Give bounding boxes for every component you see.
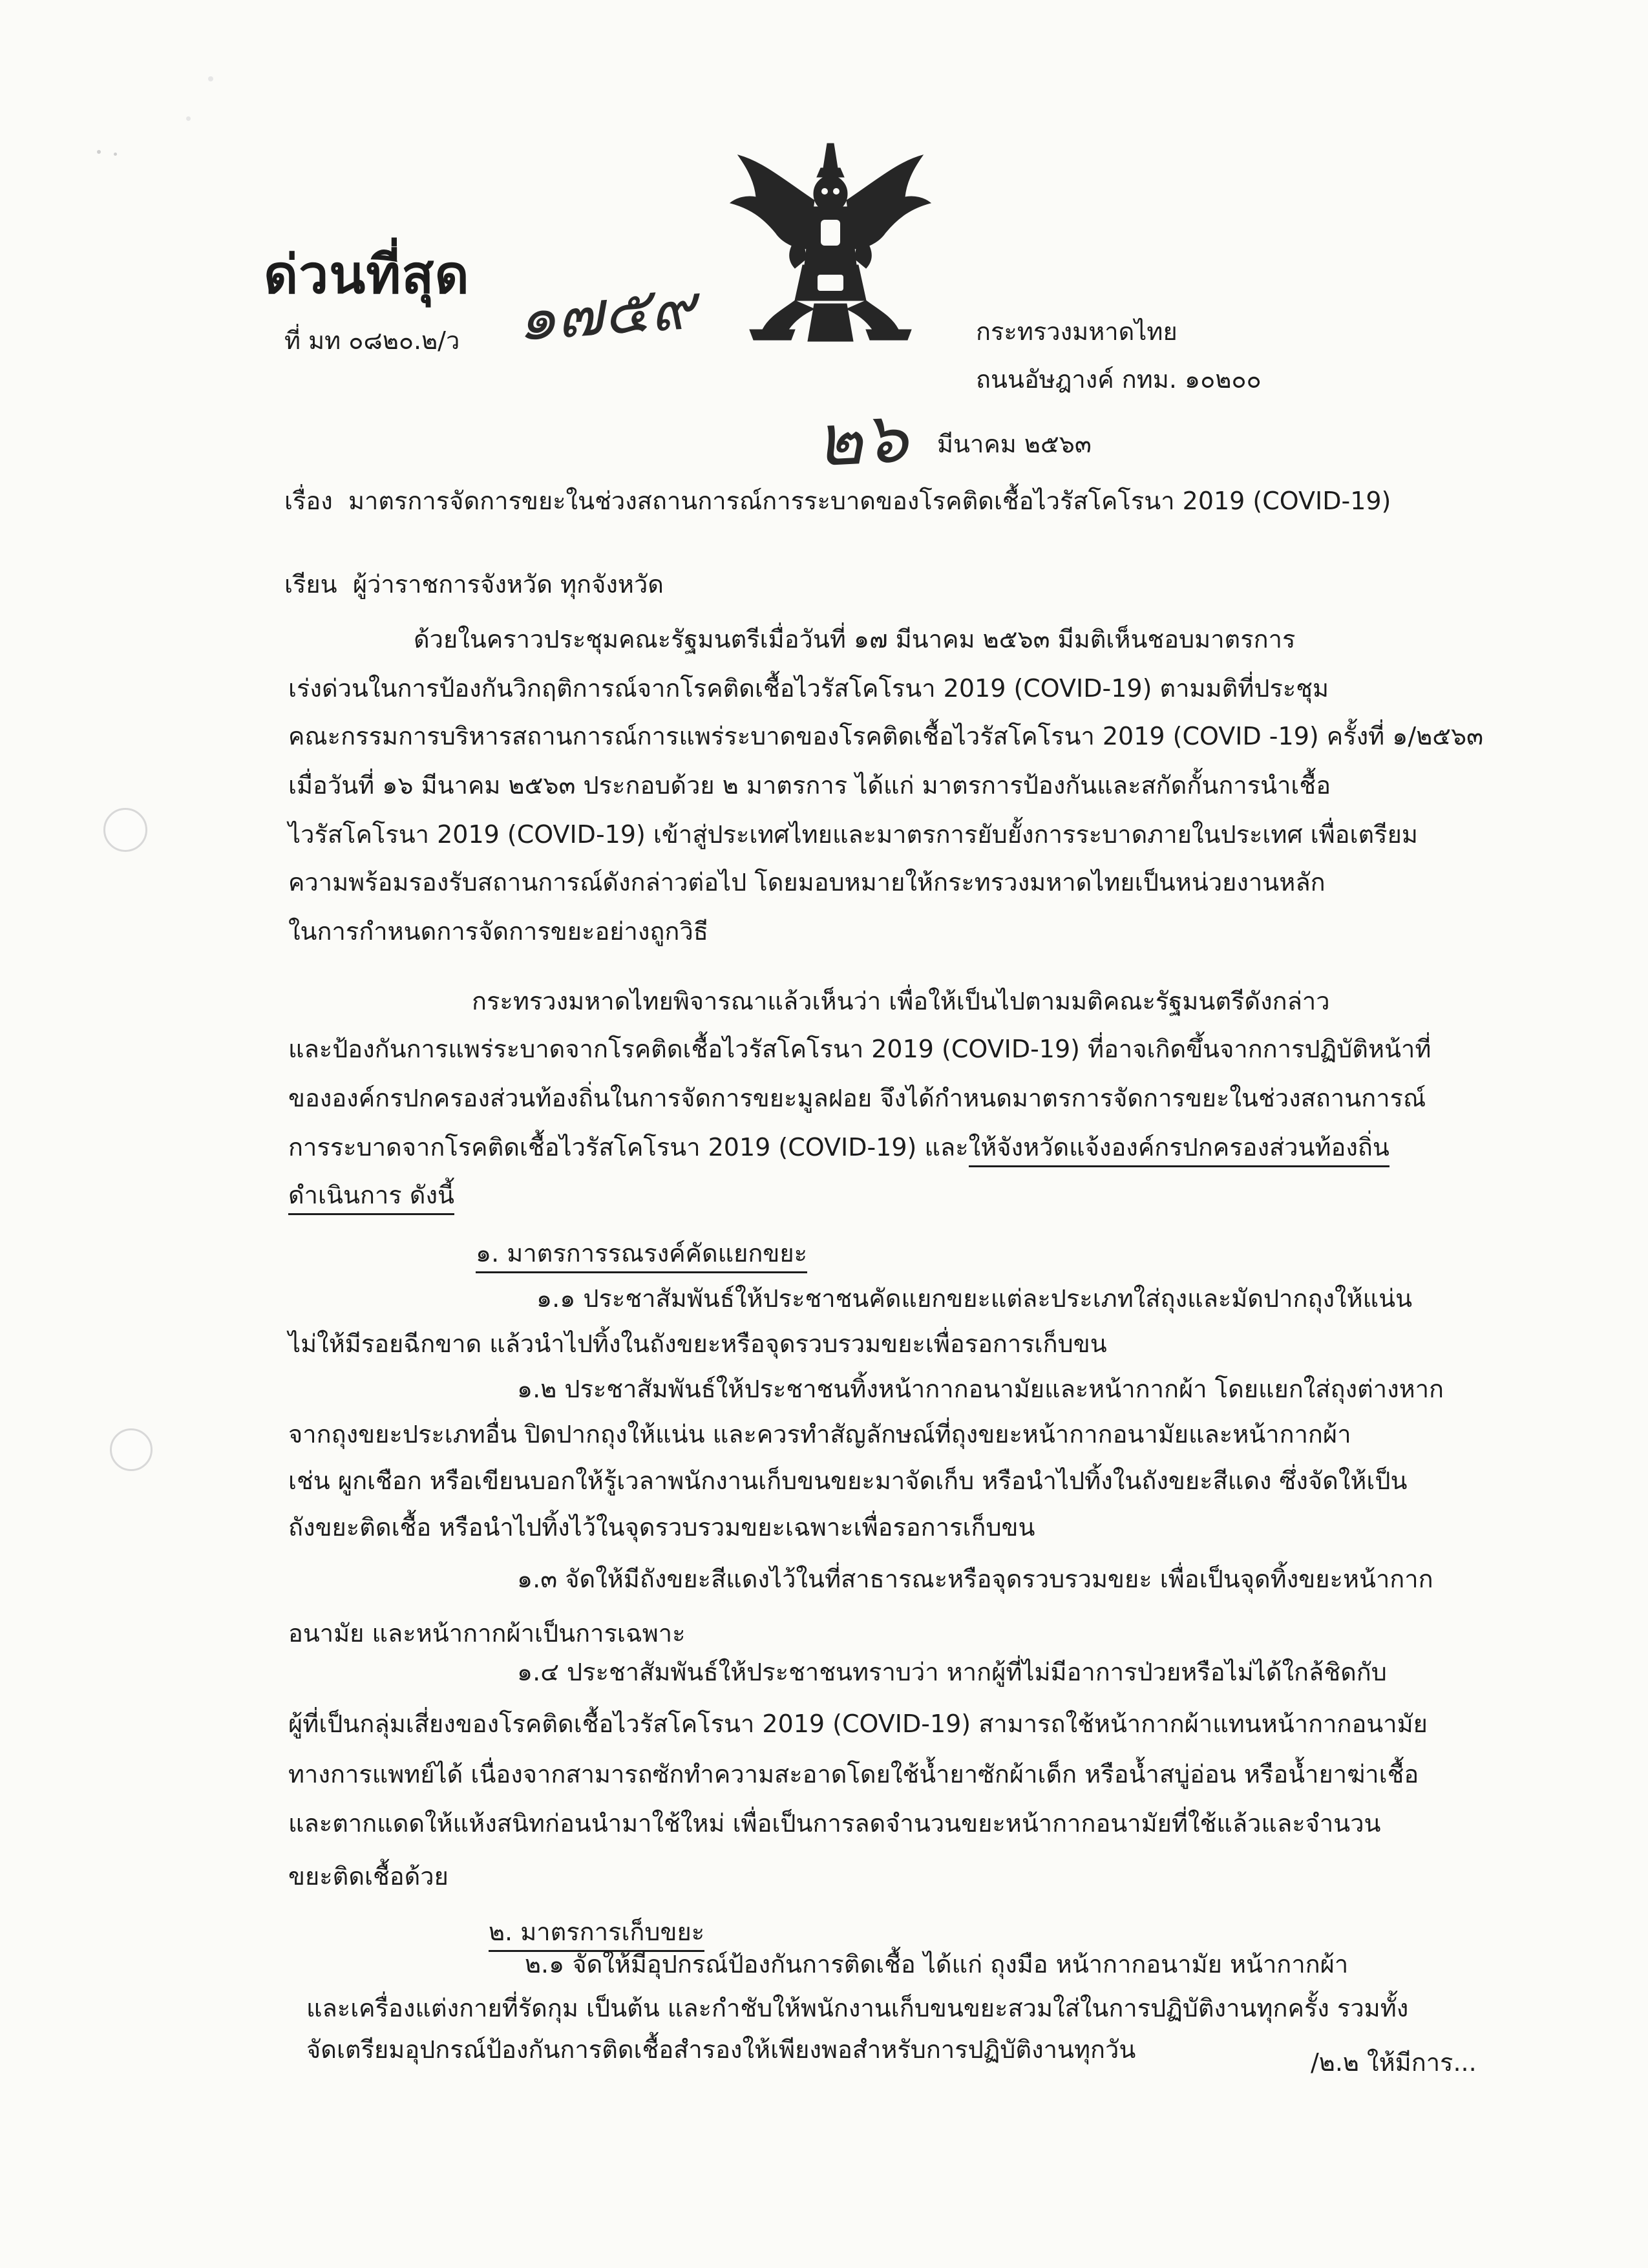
item-1-1-line: ๑.๑ ประชาสัมพันธ์ให้ประชาชนคัดแยกขยะแต่ละประเภทใส่ถุงและมัดปากถุงให้แน่น <box>536 1284 1413 1313</box>
paragraph-1-line: ในการกำหนดการจัดการขยะอย่างถูกวิธี <box>288 917 708 946</box>
urgent-label: ด่วนที่สุด <box>264 244 470 306</box>
section-2-heading <box>489 1920 704 1944</box>
scan-speck <box>97 150 101 154</box>
item-1-2-line: ๑.๒ ประชาสัมพันธ์ให้ประชาชนทิ้งหน้ากากอนามัยและหน้ากากผ้า โดยแยกใส่ถุงต่างหาก <box>517 1375 1444 1403</box>
punch-hole <box>103 808 147 852</box>
handwritten-date-day: ๒๖ <box>813 395 910 483</box>
paragraph-1-line: ความพร้อมรองรับสถานการณ์ดังกล่าวต่อไป โดยมอบหมายให้กระทรวงมหาดไทยเป็นหน่วยงานหลัก <box>288 868 1326 896</box>
item-1-3-line: อนามัย และหน้ากากผ้าเป็นการเฉพาะ <box>288 1619 686 1648</box>
garuda-emblem-icon <box>724 136 937 349</box>
item-1-1-line: ไม่ให้มีรอยฉีกขาด แล้วนำไปทิ้งในถังขยะหรือจุดรวบรวมขยะเพื่อรอการเก็บขน <box>288 1330 1107 1358</box>
recipient-line <box>284 572 664 597</box>
item-1-3-line: ๑.๓ จัดให้มีถังขยะสีแดงไว้ในที่สาธารณะหรือจุดรวบรวมขยะ เพื่อเป็นจุดทิ้งขยะหน้ากาก <box>517 1565 1433 1593</box>
paragraph-2-line: ขององค์กรปกครองส่วนท้องถิ่นในการจัดการขยะมูลฝอย จึงได้กำหนดมาตรการจัดการขยะในช่วงสถานการณ์ <box>288 1084 1426 1112</box>
scan-speck <box>186 116 191 121</box>
item-1-4-line: ทางการแพทย์ได้ เนื่องจากสามารถซักทำความสะอาดโดยใช้น้ำยาซักผ้าเด็ก หรือน้ำสบู่อ่อน หรือน้ำยาฆ่าเชื้อ <box>288 1760 1419 1788</box>
item-1-2-line: เช่น ผูกเชือก หรือเขียนบอกให้รู้เวลาพนักงานเก็บขนขยะมาจัดเก็บ หรือนำไปทิ้งในถังขยะสีแดง ซึ่งจัดให้เป็น <box>288 1467 1408 1495</box>
handwritten-document-number: ๑๗๕๙ <box>514 270 698 355</box>
subject-line <box>284 489 1391 513</box>
item-1-2-line: จากถุงขยะประเภทอื่น ปิดปากถุงให้แน่น และควรทำสัญลักษณ์ที่ถุงขยะหน้ากากอนามัยและหน้ากากผ้า <box>288 1420 1351 1448</box>
scan-speck <box>114 153 117 156</box>
paragraph-2-text: การระบาดจากโรคติดเชื้อไวรัสโคโรนา 2019 (COVID-19) และ <box>288 1133 969 1161</box>
instruction-underlined: ให้จังหวัดแจ้งองค์กรปกครองส่วนท้องถิ่น <box>969 1133 1389 1167</box>
paragraph-2-line <box>288 1135 1389 1160</box>
scan-speck <box>208 76 213 81</box>
item-1-4-line: และตากแดดให้แห้งสนิทก่อนนำมาใช้ใหม่ เพื่อเป็นการลดจำนวนขยะหน้ากากอนามัยที่ใช้แล้วและจำนวน <box>288 1809 1381 1838</box>
item-2-1-line: ๒.๑ จัดให้มีอุปกรณ์ป้องกันการติดเชื้อ ได้แก่ ถุงมือ หน้ากากอนามัย หน้ากากผ้า <box>525 1950 1349 1978</box>
paragraph-2-line: กระทรวงมหาดไทยพิจารณาแล้วเห็นว่า เพื่อให้เป็นไปตามมติคณะรัฐมนตรีดังกล่าว <box>472 987 1330 1015</box>
continued-next-page: /๒.๒ ให้มีการ... <box>1311 2048 1477 2077</box>
ministry-address: ถนนอัษฎางค์ กทม. ๑๐๒๐๐ <box>976 365 1262 394</box>
section-1-heading <box>476 1241 807 1266</box>
subject-text: มาตรการจัดการขยะในช่วงสถานการณ์การระบาดของโรคติดเชื้อไวรัสโคโรนา 2019 (COVID-19) <box>348 487 1391 515</box>
recipient-text: ผู้ว่าราชการจังหวัด ทุกจังหวัด <box>352 570 664 599</box>
paragraph-1-line: ไวรัสโคโรนา 2019 (COVID-19) เข้าสู่ประเทศไทยและมาตรการยับยั้งการระบาดภายในประเทศ เพื่อเตรียม <box>288 820 1418 849</box>
item-1-4-line: ผู้ที่เป็นกลุ่มเสี่ยงของโรคติดเชื้อไวรัสโคโรนา 2019 (COVID-19) สามารถใช้หน้ากากผ้าแทนหน้ากากอนามัย <box>288 1710 1428 1738</box>
paragraph-1-line: ด้วยในคราวประชุมคณะรัฐมนตรีเมื่อวันที่ ๑๗ มีนาคม ๒๕๖๓ มีมติเห็นชอบมาตรการ <box>414 625 1296 653</box>
item-2-1-line: และเครื่องแต่งกายที่รัดกุม เป็นต้น และกำชับให้พนักงานเก็บขนขยะสวมใส่ในการปฏิบัติงานทุกครั้ง รวมทั้ง <box>306 1994 1409 2022</box>
item-1-4-line: ขยะติดเชื้อด้วย <box>288 1862 449 1891</box>
paragraph-1-line: คณะกรรมการบริหารสถานการณ์การแพร่ระบาดของโรคติดเชื้อไวรัสโคโรนา 2019 (COVID -19) ครั้งที่ ๑/๒๕๖๓ <box>288 722 1484 750</box>
ministry-name: กระทรวงมหาดไทย <box>976 317 1178 346</box>
date-month-year: มีนาคม ๒๕๖๓ <box>937 430 1092 458</box>
subject-label: เรื่อง <box>284 487 333 515</box>
instruction-underlined: ดำเนินการ ดังนี้ <box>288 1181 454 1215</box>
recipient-label: เรียน <box>284 570 337 599</box>
document-number: ที่ มท ๐๘๒๐.๒/ว <box>284 326 460 355</box>
paragraph-2-line: และป้องกันการแพร่ระบาดจากโรคติดเชื้อไวรัสโคโรนา 2019 (COVID-19) ที่อาจเกิดขึ้นจากการปฏิบัติหน้าที่ <box>288 1035 1431 1063</box>
section-2-heading-text: ๒. มาตรการเก็บขยะ <box>489 1918 704 1952</box>
paragraph-1-line: เมื่อวันที่ ๑๖ มีนาคม ๒๕๖๓ ประกอบด้วย ๒ มาตรการ ได้แก่ มาตรการป้องกันและสกัดกั้นการนำเชื้อ <box>288 771 1331 800</box>
paragraph-1-line: เร่งด่วนในการป้องกันวิกฤติการณ์จากโรคติดเชื้อไวรัสโคโรนา 2019 (COVID-19) ตามมติที่ประชุม <box>288 674 1329 703</box>
paragraph-2-line <box>288 1183 454 1207</box>
punch-hole <box>110 1428 153 1471</box>
item-2-1-line: จัดเตรียมอุปกรณ์ป้องกันการติดเชื้อสำรองให้เพียงพอสำหรับการปฏิบัติงานทุกวัน <box>306 2035 1136 2064</box>
section-1-heading-text: ๑. มาตรการรณรงค์คัดแยกขยะ <box>476 1239 807 1273</box>
item-1-4-line: ๑.๔ ประชาสัมพันธ์ให้ประชาชนทราบว่า หากผู้ที่ไม่มีอาการป่วยหรือไม่ได้ใกล้ชิดกับ <box>517 1658 1387 1686</box>
item-1-2-line: ถังขยะติดเชื้อ หรือนำไปทิ้งไว้ในจุดรวบรวมขยะเฉพาะเพื่อรอการเก็บขน <box>288 1513 1035 1542</box>
